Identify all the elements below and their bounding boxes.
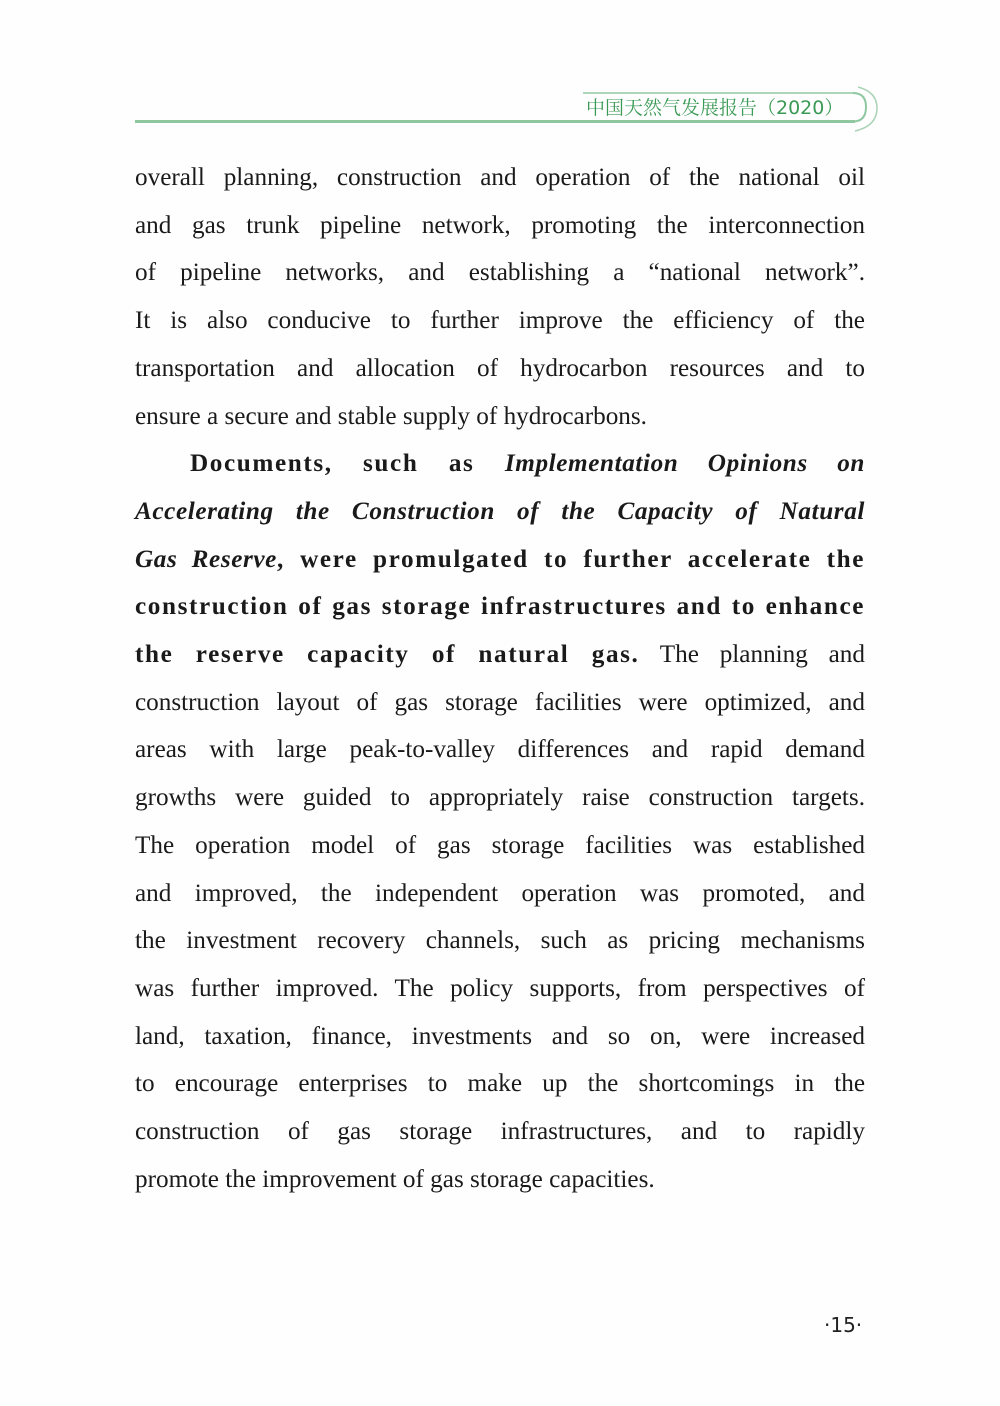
text-line: the investment recovery channels, such as pricing mechanisms: [135, 927, 865, 955]
page-number: ·15·: [824, 1313, 863, 1337]
text-line: growths were guided to appropriately raise construction targets.: [135, 784, 865, 812]
text-line: and gas trunk pipeline network, promoting the interconnection: [135, 211, 865, 239]
body-text: [135, 154, 865, 1203]
text-line: [135, 488, 865, 536]
header-rule-decoration: [0, 0, 1000, 140]
bold-lead-text: , were promulgated to further accelerate the: [276, 545, 865, 573]
text-line: [135, 440, 865, 488]
text-line: and improved, the independent operation was promoted, and: [135, 879, 865, 907]
running-header: [0, 0, 1000, 140]
text-line: construction of gas storage infrastructures, and to rapidly: [135, 1118, 865, 1146]
text-line: [135, 583, 865, 631]
text-line: transportation and allocation of hydrocarbon resources and to: [135, 354, 865, 382]
text-line: [135, 631, 865, 679]
paragraph-pipeline-network: [135, 154, 865, 440]
text-line: It is also conducive to further improve the efficiency of the: [135, 307, 865, 335]
report-title: 中国天然气发展报告（2020）: [586, 97, 844, 119]
bold-lead-text: Documents, such as: [190, 450, 505, 478]
bold-lead-text: the reserve capacity of natural gas.: [135, 641, 640, 669]
text-line: ensure a secure and stable supply of hydrocarbons.: [135, 402, 647, 430]
document-title-italic: Implementation Opinions on: [504, 450, 866, 478]
text-line: overall planning, construction and operation of the national oil: [135, 164, 865, 191]
text-line: was further improved. The policy supports, from perspectives of: [135, 974, 865, 1002]
text-line: of pipeline networks, and establishing a “national network”.: [135, 259, 865, 287]
regular-text: The planning and: [639, 641, 865, 669]
text-line: to encourage enterprises to make up the shortcomings in the: [135, 1070, 865, 1098]
document-title-italic: Gas Reserve: [135, 545, 277, 573]
paragraph-gas-storage: [135, 440, 865, 1203]
text-line: areas with large peak-to-valley differences and rapid demand: [135, 736, 865, 764]
text-line: construction layout of gas storage facilities were optimized, and: [135, 688, 865, 716]
document-title-italic: Accelerating the Construction of the Capacity of Natural: [135, 497, 865, 525]
bold-lead-text: construction of gas storage infrastructures and to enhance: [135, 593, 865, 621]
text-line: The operation model of gas storage facilities was established: [135, 831, 865, 859]
text-line: promote the improvement of gas storage capacities.: [135, 1165, 655, 1193]
text-line: [135, 536, 865, 584]
text-line: land, taxation, finance, investments and so on, were increased: [135, 1022, 865, 1050]
